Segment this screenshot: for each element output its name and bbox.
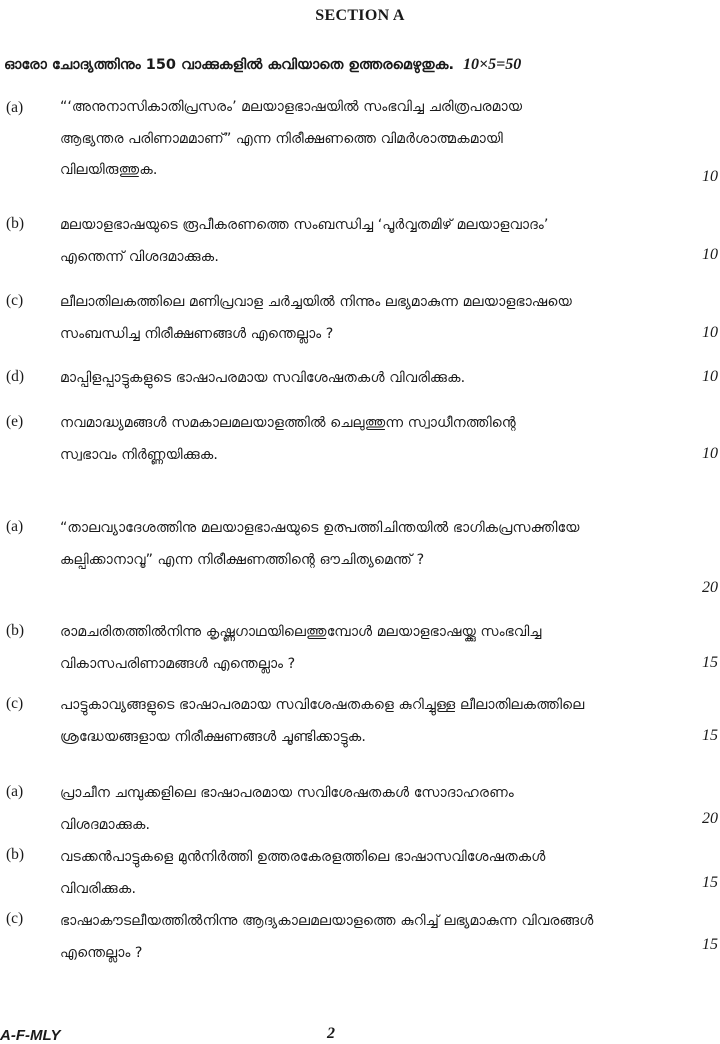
question-text: പാട്ടുകാവ്യങ്ങളുടെ ഭാഷാപരമായ സവിശേഷതകളെ കുറിച്ചുള്ള ലീലാതിലകത്തിലെ ശ്രദ്ധേയങ്ങളായ നിരീക്ഷണങ്ങൾ ചൂണ്ടിക്കാട്ടുക. (60, 697, 585, 745)
question-marks: 10 (702, 445, 718, 462)
question-text: “‘അനുനാസികാതിപ്രസരം’ മലയാളഭാഷയിൽ സംഭവിച്ച ചരിത്രപരമായ ആഭ്യന്തര പരിണാമമാണ്” എന്ന നിരീക്ഷണത്തെ വിമർശാത്മകമായി വിലയിരുത്തുക. (60, 99, 523, 178)
question-marks: 15 (702, 874, 718, 891)
question-label: (e) (6, 413, 24, 430)
instruction (4, 56, 718, 74)
question-text: മലയാളഭാഷയുടെ രൂപീകരണത്തെ സംബന്ധിച്ച ‘പൂർവ്വതമിഴ് മലയാളവാദം’ എന്തെന്ന് വിശദമാക്കുക. (60, 217, 549, 265)
section-title: SECTION A (315, 7, 405, 24)
question-text: മാപ്പിളപ്പാട്ടുകളുടെ ഭാഷാപരമായ സവിശേഷതകൾ വിവരിക്കുക. (60, 370, 466, 386)
question-label: (a) (6, 518, 24, 535)
question-label: (b) (6, 846, 25, 863)
question-label: (a) (6, 99, 24, 116)
question-label: (a) (6, 783, 24, 800)
question-label: (c) (6, 910, 24, 927)
question-marks: 15 (702, 727, 718, 744)
question-text: “താലവ്യാദേശത്തിനു മലയാളഭാഷയുടെ ഉത്പത്തിചിന്തയിൽ ഭാഗികപ്രസക്തിയേ കല്പിക്കാനാവൂ” എന്ന നിരീക്ഷണത്തിന്റെ ഔചിത്യമെന്ത് ? (60, 520, 580, 568)
question-text: നവമാദ്ധ്യമങ്ങൾ സമകാലമലയാളത്തിൽ ചെലുത്തുന്ന സ്വാധീനത്തിന്റെ സ്വഭാവം നിർണ്ണയിക്കുക. (60, 415, 516, 463)
paper-code: A-F-MLY (0, 1027, 61, 1044)
question-label: (c) (6, 695, 24, 712)
question-label: (b) (6, 215, 25, 232)
instruction-marks: 10×5=50 (463, 56, 522, 73)
question-marks: 10 (702, 324, 718, 341)
question-text: ലീലാതിലകത്തിലെ മണിപ്രവാള ചർച്ചയിൽ നിന്നും ലഭ്യമാകുന്ന മലയാളഭാഷയെ സംബന്ധിച്ച നിരീക്ഷണങ്ങൾ എന്തെല്ലാം ? (60, 294, 572, 342)
question-label: (d) (6, 368, 25, 385)
page-number: 2 (327, 1025, 335, 1042)
question-text: രാമചരിതത്തിൽനിന്നു കൃഷ്ണഗാഥയിലെത്തുമ്പോൾ മലയാളഭാഷയ്ക്കു സംഭവിച്ച വികാസപരിണാമങ്ങൾ എന്തെല്ലാം ? (60, 624, 542, 672)
question-marks: 20 (702, 810, 718, 827)
question-marks: 10 (702, 368, 718, 385)
question-marks: 20 (702, 579, 718, 596)
question-marks: 15 (702, 936, 718, 953)
question-text: ഭാഷാകൗടലീയത്തിൽനിന്നു ആദ്യകാലമലയാളത്തെ കുറിച്ച് ലഭ്യമാകുന്ന വിവരങ്ങൾ എന്തെല്ലാം ? (60, 913, 594, 961)
question-label: (b) (6, 622, 25, 639)
question-text: പ്രാചീന ചമ്പുക്കളിലെ ഭാഷാപരമായ സവിശേഷതകൾ സോദാഹരണം വിശദമാക്കുക. (60, 785, 514, 833)
instruction-text: ഓരോ ചോദ്യത്തിനും 150 വാക്കുകളിൽ കവിയാതെ ഉത്തരമെഴുതുക. (4, 57, 454, 73)
question-marks: 10 (702, 246, 718, 263)
question-marks: 15 (702, 654, 718, 671)
question-label: (c) (6, 292, 24, 309)
question-marks: 10 (702, 168, 718, 185)
question-text: വടക്കൻപാട്ടുകളെ മുൻനിർത്തി ഉത്തരകേരളത്തിലെ ഭാഷാസവിശേഷതകൾ വിവരിക്കുക. (60, 849, 546, 897)
